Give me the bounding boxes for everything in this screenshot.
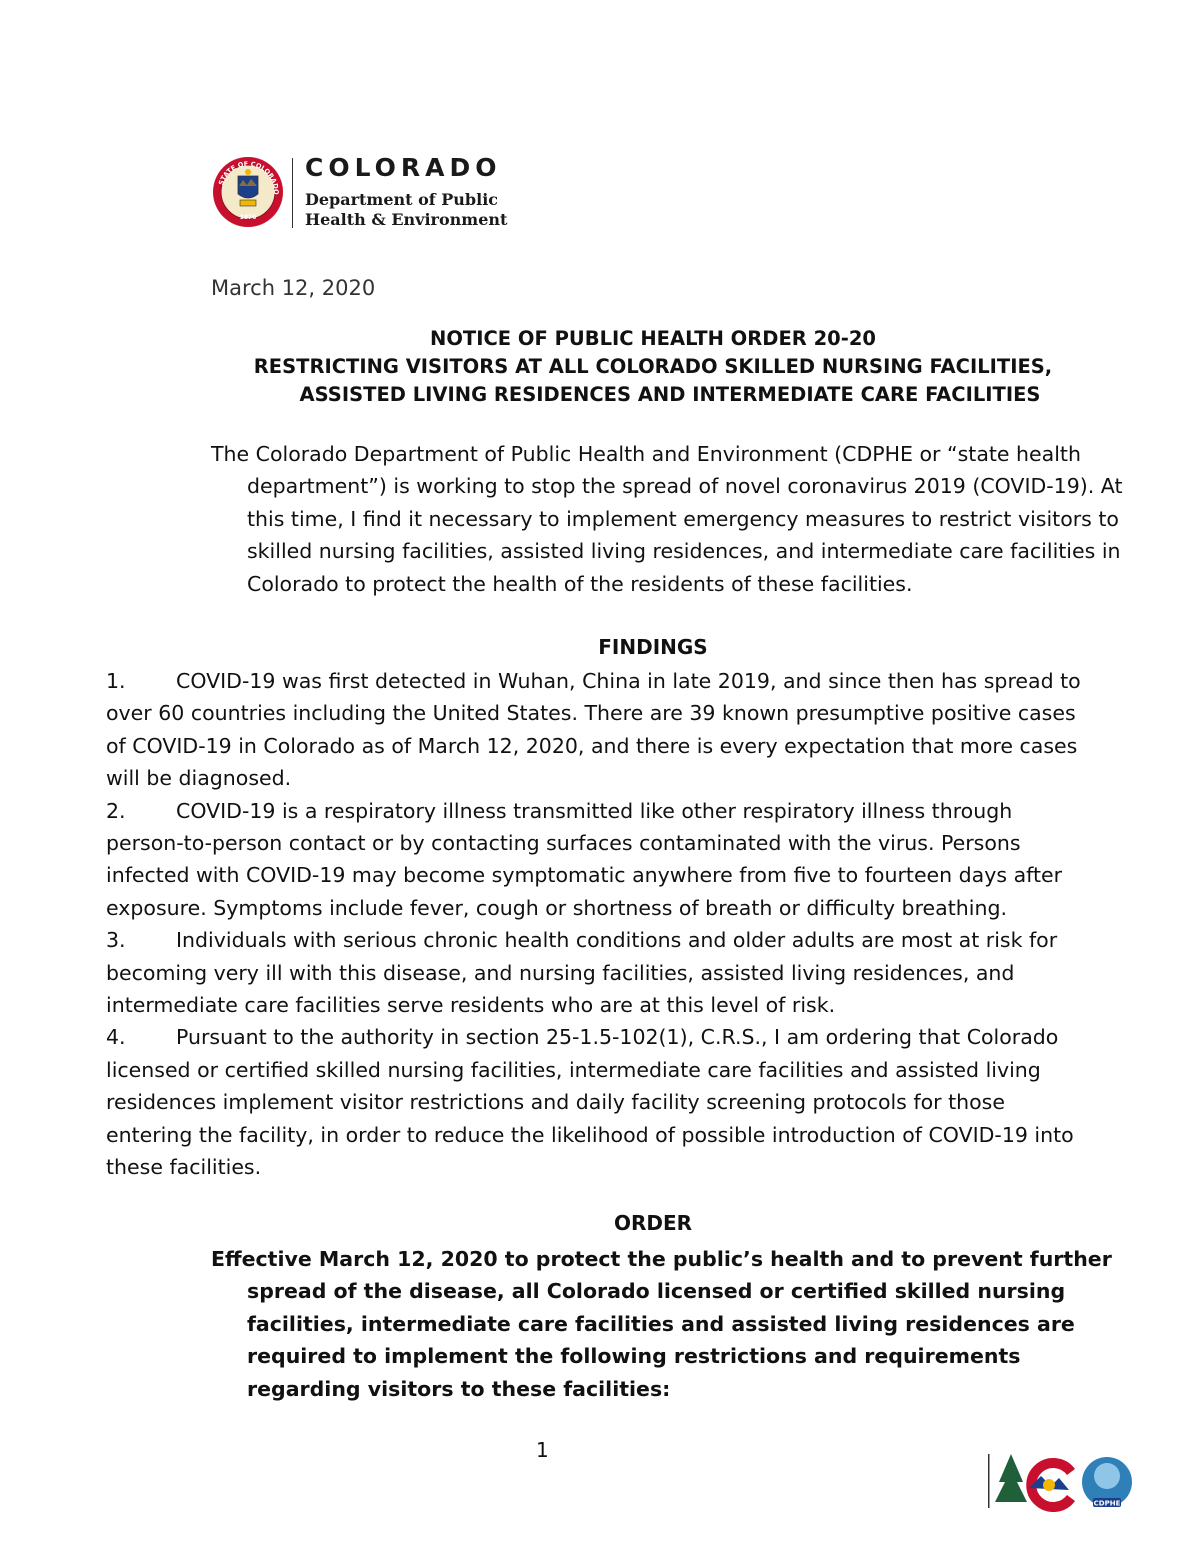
finding-item [106, 924, 1096, 1021]
logo-divider [292, 158, 293, 228]
findings-heading: FINDINGS [598, 635, 708, 659]
cdphe-badge-icon [1082, 1457, 1132, 1508]
finding-number: 1. [106, 669, 126, 693]
order-heading: ORDER [613, 1211, 693, 1235]
finding-number: 2. [106, 798, 126, 823]
department-name-line1: Department of Public [305, 190, 499, 209]
document-date: March 12, 2020 [211, 276, 376, 300]
seal-text: STATE OF COLORADO [217, 159, 281, 195]
colorado-c-logo-icon [995, 1454, 1071, 1507]
order-paragraph: Effective March 12, 2020 to protect the public’s health and to prevent further spread of the disease, all Colorado licensed or certified skilled nursing facilities, intermediate care facilities and assisted living residences are required to implement the following restrictions and requirements regarding visitors to these facilities: [211, 1247, 1112, 1401]
colorado-state-seal [212, 156, 284, 228]
finding-number: 4. [106, 1025, 126, 1050]
seal-year: 1876 [239, 214, 257, 221]
finding-item [106, 795, 1096, 925]
intro-paragraph: The Colorado Department of Public Health and Environment (CDPHE or “state health department”) is working to stop the spread of novel coronavirus 2019 (COVID-19). At this time, I find it necessary to implement emergency measures to restrict visitors to skilled nursing facilities, assisted living residences, and intermediate care facilities in Colorado to protect the health of the residents of these facilities. [211, 442, 1123, 596]
title-line-3: ASSISTED LIVING RESIDENCES AND INTERMEDIATE CARE FACILITIES [299, 383, 1041, 406]
org-name: COLORADO [305, 153, 502, 182]
page-number: 1 [536, 1438, 549, 1462]
finding-text: COVID-19 is a respiratory illness transmitted like other respiratory illness through person-to-person contact or by contacting surfaces contaminated with the virus. Persons infected with COVID-19 may become symptomatic anywhere from five to fourteen days after exposure. Symptoms include fever, cough or shortness of breath or difficulty breathing. [106, 798, 1063, 920]
finding-item [106, 665, 1096, 795]
cdphe-label: CDPHE [1093, 1499, 1121, 1508]
title-line-2: RESTRICTING VISITORS AT ALL COLORADO SKILLED NURSING FACILITIES, [253, 355, 1053, 378]
findings-list [106, 665, 1096, 1184]
finding-number: 3. [106, 928, 126, 953]
finding-text: Individuals with serious chronic health conditions and older adults are most at risk for becoming very ill with this disease, and nursing facilities, assisted living residences, and intermediate care facilities serve residents who are at this level of risk. [106, 928, 1058, 1018]
finding-item [106, 1021, 1096, 1183]
finding-text: COVID-19 was first detected in Wuhan, China in late 2019, and since then has spread to over 60 countries including the United States. There are 39 known presumptive positive cases of COVID-19 in Colorado as of March 12, 2020, and there is every expectation that more cases will be diagnosed. [106, 669, 1081, 791]
footer-divider [988, 1454, 990, 1508]
footer-logos [985, 1448, 1135, 1512]
department-name-line2: Health & Environment [305, 210, 508, 229]
title-line-1: NOTICE OF PUBLIC HEALTH ORDER 20-20 [430, 327, 876, 350]
finding-text: Pursuant to the authority in section 25-1.5-102(1), C.R.S., I am ordering that Colorado licensed or certified skilled nursing facilities, intermediate care facilities and assisted living residences implement visitor restrictions and daily facility screening protocols for those entering the facility, in order to reduce the likelihood of possible introduction of COVID-19 into these facilities. [106, 1025, 1074, 1180]
